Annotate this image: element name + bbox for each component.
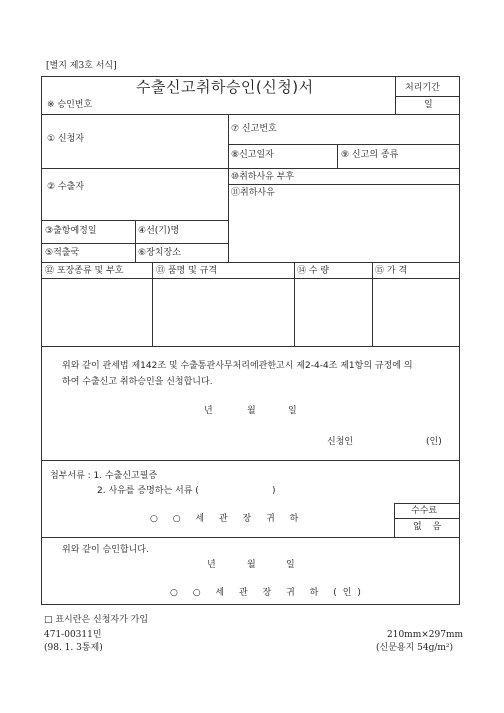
declaration-number-label: ⑦ 신고번호 (231, 124, 277, 134)
exporter-label: ② 수출자 (47, 182, 85, 192)
paper-type: (신문용지 54g/m²) (376, 643, 454, 653)
border-top (41, 76, 460, 77)
processing-period-label: 처리기간 (405, 83, 440, 93)
seal-label: (인) (426, 437, 442, 447)
applicant-label: ① 신청자 (47, 134, 85, 144)
divider (395, 96, 459, 97)
form-number: [별지 제3호 서식] (46, 61, 117, 71)
addressee: ○ ○ 세 관 장 귀 하 (150, 514, 305, 524)
loading-port-label: ⑤적출국 (45, 248, 80, 258)
approval-day: 일 (286, 560, 295, 570)
statement-line-1: 위와 같이 관세법 제142조 및 수출통관사무처리에관한고시 제2-4-4조 제1항의 규정에 의 (62, 361, 413, 371)
date-month: 월 (247, 406, 256, 416)
footer-note: □ 표시란은 신청자가 가입 (44, 615, 149, 625)
column-item: ⑬ 품명 및 규격 (156, 266, 218, 276)
divider (394, 503, 459, 504)
date-day: 일 (288, 406, 297, 416)
divider (41, 168, 460, 169)
divider (41, 114, 460, 115)
customs-seal: ○ ○ 세 관 장 귀 하 (인) (170, 588, 367, 598)
divider (152, 262, 153, 346)
applicant-sign-label: 신청인 (327, 437, 354, 447)
approval-number-label: ※ 승인번호 (47, 100, 93, 110)
paper-size: 210mm×297mm (387, 630, 464, 640)
divider (228, 144, 460, 145)
approval-text: 위와 같이 승인합니다. (62, 545, 149, 555)
fee-value: 없 음 (413, 522, 446, 532)
divider (41, 262, 460, 263)
divider (395, 76, 396, 114)
column-price: ⑮ 가 격 (375, 266, 408, 276)
statement-line-2: 하여 수출신고 취하승인을 신청합니다. (62, 377, 213, 387)
attachment-2-close: ) (272, 486, 276, 496)
column-quantity: ⑭ 수 량 (297, 266, 330, 276)
divider (41, 278, 460, 279)
approval-month: 월 (247, 560, 256, 570)
divider (294, 262, 295, 346)
divider (228, 114, 229, 262)
border-bottom (41, 604, 460, 605)
vessel-label: ④선(기)명 (138, 226, 180, 236)
divider (41, 243, 229, 244)
divider (135, 220, 136, 262)
divider (41, 346, 460, 347)
declaration-type-label: ⑨ 신고의 종류 (341, 150, 399, 160)
cancel-reason-label: ⑪취하사유 (231, 188, 275, 198)
approval-year: 년 (207, 560, 216, 570)
storage-location-label: ⑥장치장소 (138, 248, 181, 258)
divider (394, 503, 395, 537)
fee-label: 수수료 (411, 506, 438, 516)
divider (372, 262, 373, 346)
attachment-2: 2. 사유를 증명하는 서류 ( (97, 486, 199, 496)
date-year: 년 (204, 406, 213, 416)
divider (41, 460, 460, 461)
divider (337, 144, 338, 168)
border-left (41, 76, 42, 605)
border-right (459, 76, 460, 605)
cancel-mark-label: ⑩취하사유 부후 (231, 172, 295, 182)
declaration-date-label: ⑧신고일자 (231, 150, 274, 160)
form-title: 수출신고취하승인(신청)서 (136, 78, 314, 96)
divider (394, 518, 459, 519)
attachments-label: 첨부서류 : 1. 수출신고필증 (50, 471, 158, 481)
processing-period-value: 일 (424, 100, 433, 110)
column-packing: ⑫ 포장종류 및 부호 (45, 266, 124, 276)
form-code: 471-00311민 (44, 630, 102, 640)
departure-date-label: ③출항예정일 (45, 226, 97, 236)
divider (41, 537, 460, 538)
divider (228, 184, 460, 185)
form-date-code: (98. 1. 3통제) (44, 643, 103, 653)
